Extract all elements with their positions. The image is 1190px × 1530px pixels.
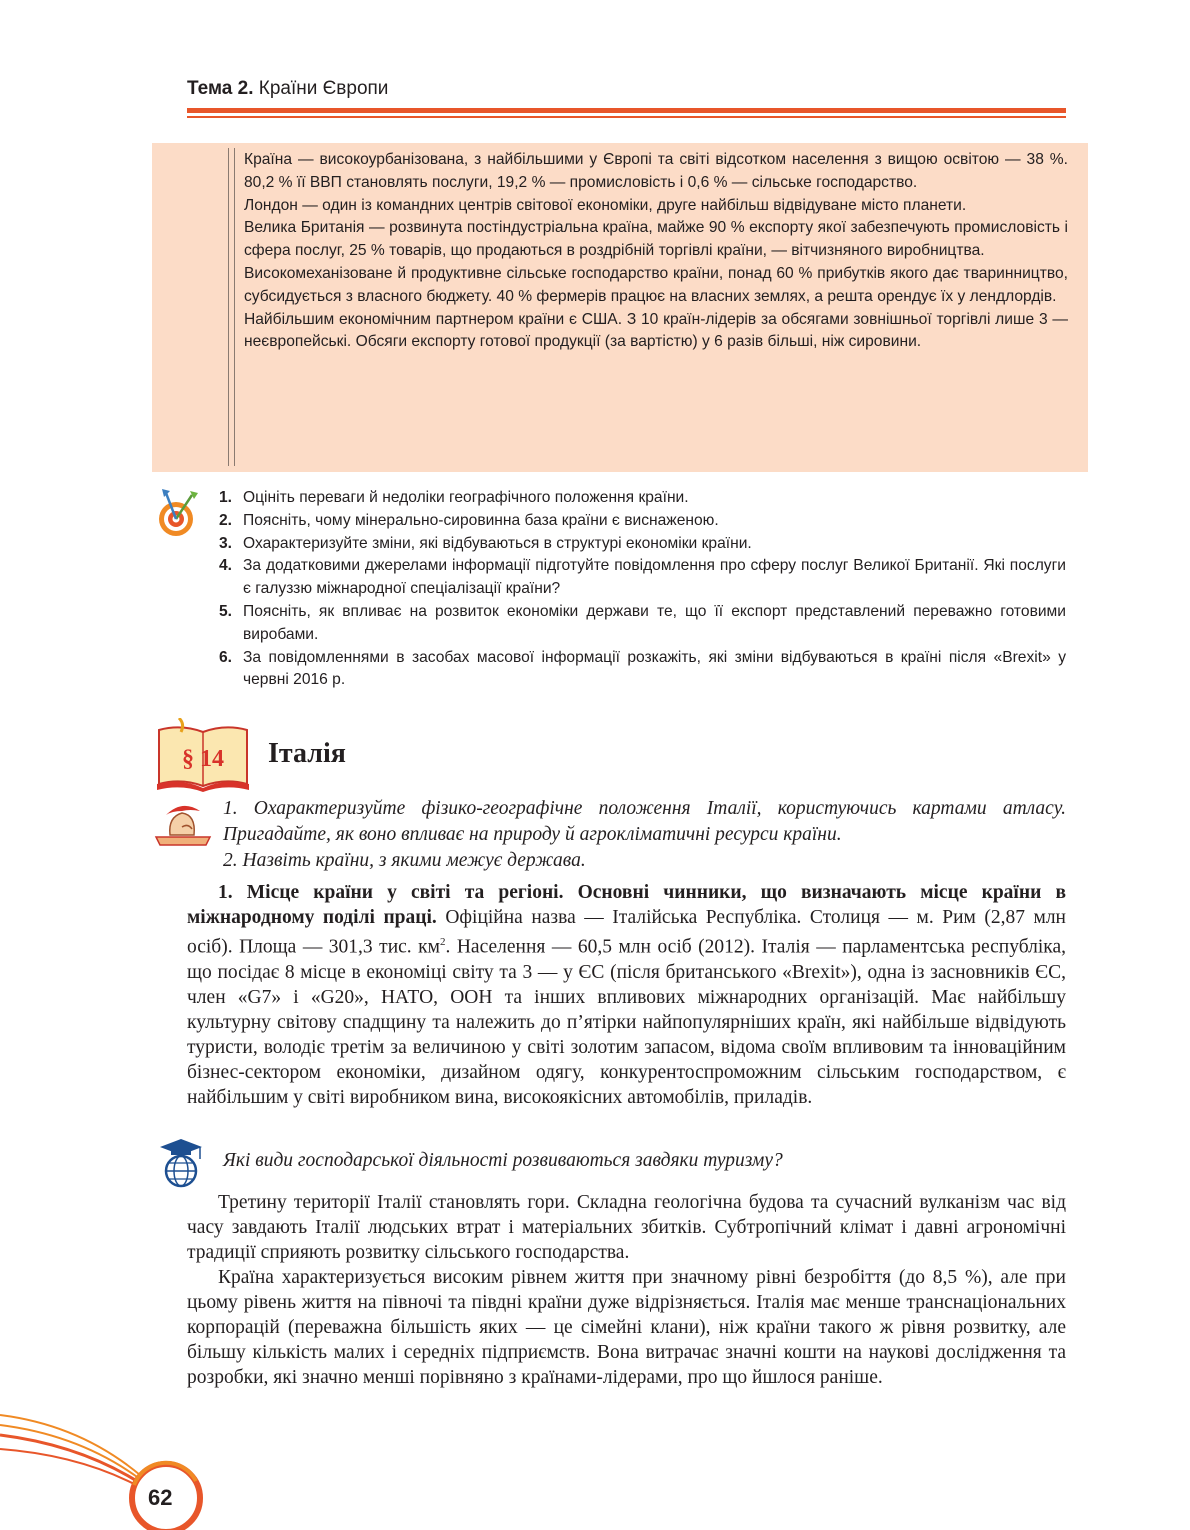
info-box-margin-bars <box>228 148 235 466</box>
section-book-icon <box>155 718 251 792</box>
question-text: Поясніть, чому мінерально-сировинна база країни є виснаженою. <box>243 511 719 529</box>
header-rule-thick <box>187 108 1066 113</box>
question-text: Охарактеризуйте зміни, які відбуваються в структурі економіки країни. <box>243 534 752 552</box>
page-corner-swoosh <box>0 1405 220 1530</box>
question-text: Поясніть, як впливає на розвиток економіки держави те, що її експорт представлений переважно готовими виробами. <box>243 602 1066 643</box>
question-number: 3. <box>219 534 233 552</box>
intro-question: 2. Назвіть країни, з якими межує держава. <box>223 850 586 871</box>
info-paragraph: Велика Британія — розвинута постіндустріальна країна, майже 90 % експорту якої забезпечують промисловість і сфера послуг, 25 % товарів, що продаються в роздрібній торгівлі країни, — вітчизняного виробництва. <box>244 219 1068 260</box>
info-paragraph: Лондон — один із командних центрів світової економіки, друге найбільш відвідуване місто планети. <box>244 196 967 214</box>
info-paragraph: Високомеханізоване й продуктивне сільське господарство країни, понад 60 % прибутків якого дає тваринництво, субсидується з власного бюджету. 40 % фермерів працює на власних землях, а решта орендує їх у лендлордів. <box>244 264 1068 305</box>
list-item <box>219 533 1066 556</box>
body-text: Офіційна назва — Італійська Республіка. Столиця — м. Рим (2,87 млн осіб). Площа — 301,3 тис. км <box>187 907 1066 958</box>
list-item <box>219 601 1066 647</box>
superscript: 2 <box>439 936 446 948</box>
question-number: 6. <box>219 648 233 666</box>
subsection-heading: 1. Місце країни у світі та регіоні. Основні чинники, що визначають місце країни в міжнародному поділі праці. <box>187 882 1066 928</box>
list-item <box>219 487 1066 510</box>
topic-label: Тема 2. <box>187 78 254 99</box>
question-number: 4. <box>219 557 233 575</box>
page-number: 62 <box>148 1485 173 1510</box>
page-header <box>187 78 388 100</box>
info-paragraph: Найбільшим економічним партнером країни є США. З 10 країн-лідерів за обсягами зовнішньої торгівлі лише 3 — неєвропейські. Обсяги експорту готової продукції (за вартістю) у 6 разів більші, ніж сировини. <box>244 310 1068 351</box>
list-item <box>219 647 1066 693</box>
topic-title: Країни Європи <box>253 78 389 99</box>
question-text: Оцініть переваги й недоліки географічного положення країни. <box>243 489 689 506</box>
section-title: Італія <box>268 738 346 769</box>
question-text: За додатковими джерелами інформації підготуйте повідомлення про сферу послуг Великої Британії. Які послуги є галуззю міжнародної спеціалізації країни? <box>243 557 1066 598</box>
question-list <box>219 487 1066 692</box>
section-number: § 14 <box>182 746 224 772</box>
target-icon <box>156 487 200 539</box>
info-box-text <box>244 149 1068 354</box>
globe-graduation-icon <box>156 1137 206 1189</box>
body-section-2 <box>187 1190 1066 1390</box>
question-number: 1. <box>219 489 233 506</box>
body-paragraph: Країна характеризується високим рівнем життя при значному рівні безробіття (до 8,5 %), але при цьому рівень життя на півночі та півдні країни дуже відрізняється. Італія має менше транснаціональних корпорацій (переважна більшість яких — це сімейні клани), ніж країни такого ж рівня розвитку, але більшу кількість малих і середніх підприємств. Вона витрачає значні кошти на наукові дослідження та розробки, які значно менші порівняно з країнами-лідерами, про що йшлося раніше. <box>187 1267 1066 1388</box>
body-paragraph-1 <box>187 880 1066 1110</box>
intro-questions <box>223 796 1066 874</box>
intro-question: 1. Охарактеризуйте фізико-географічне положення Італії, користуючись картами атласу. Пригадайте, як воно впливає на природу й агрокліматичні ресурси країни. <box>223 798 1066 845</box>
question-number: 5. <box>219 602 233 620</box>
info-paragraph: Країна — високоурбанізована, з найбільшими у Європі та світі відсотком населення з вищою освітою — 38 %. 80,2 % її ВВП становлять послуги, 19,2 % — промисловість і 0,6 % — сільське господарство. <box>244 151 1068 191</box>
question-text: За повідомленнями в засобах масової інформації розкажіть, які зміни відбуваються в країні після «Brexit» у червні 2016 р. <box>243 648 1066 689</box>
body-paragraph: Третину території Італії становлять гори. Складна геологічна будова та сучасний вулканізм час від часу завдають Італії людських втрат і матеріальних збитків. Субтропічний клімат і давні агрономічні традиції сприяють розвитку сільського господарства. <box>187 1192 1066 1263</box>
info-box <box>152 143 1088 472</box>
question-number: 2. <box>219 511 233 529</box>
list-item <box>219 555 1066 601</box>
list-item <box>219 510 1066 533</box>
reflection-question: Які види господарської діяльності розвиваються завдяки туризму? <box>223 1150 783 1171</box>
thinker-icon <box>152 797 214 847</box>
body-text: . Населення — 60,5 млн осіб (2012). Італія — парламентська республіка, що посідає 8 місце в економіці світу та 3 — у ЄС (після британського «Brexit»), одна із засновників ЄС, член «G7» і «G20», НАТО, ООН та інших впливових міжнародних організацій. Має найбільшу культурну світову спадщину та належить до п’ятірки найпопулярніших країн, які найбільше відвідують туристи, володіє третім за величиною у світі золотим запасом, відома своїм впливовим та інноваційним бізнес-сектором економіки, дизайном одягу, конкурентоспроможним сільським господарством, є найбільшим у світі виробником вина, високоякісних автомобілів, приладів. <box>187 936 1066 1108</box>
header-rule-thin <box>187 116 1066 118</box>
